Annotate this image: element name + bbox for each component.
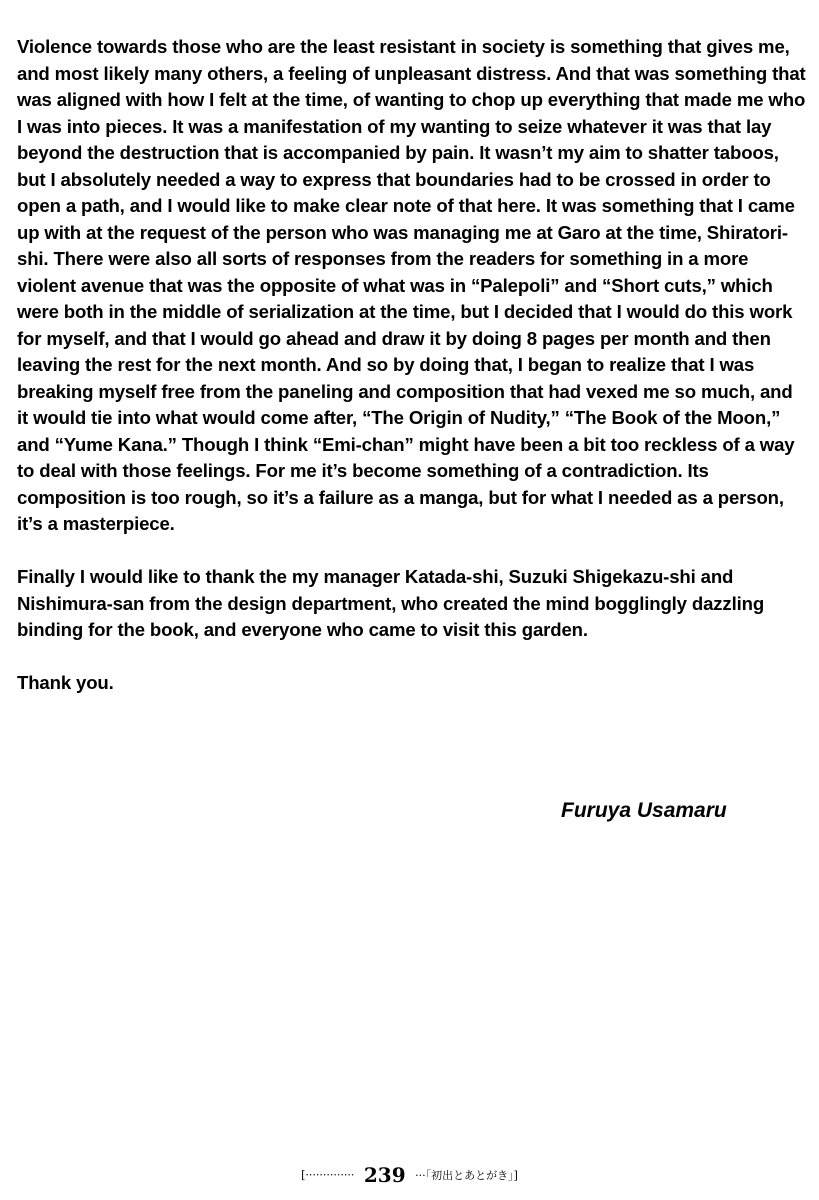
footer-left-mark: [·············· xyxy=(301,1168,355,1182)
paragraph-1: Violence towards those who are the least resistant in society is something that gives me, and most likely many others, a feeling of unpleasant distress. And that was something that was aligned with how I felt at the time, of wanting to chop up everything that made me who I was into pieces. It was a manifestation of my wanting to seize whatever it was that lay beyond the destruction that is accompanied by pain. It wasn’t my aim to shatter taboos, but I absolutely needed a way to express that boundaries had to be crossed in order to open a path, and I would like to make clear note of that here. It was something that I came up with at the request of the person who was managing me at Garo at the time, Shiratori-shi. There were also all sorts of responses from the readers for something in a more violent avenue that was the opposite of what was in “Palepoli” and “Short cuts,” which were both in the middle of serialization at the time, but I decided that I would do this work for myself, and that I would go ahead and draw it by doing 8 pages per month and then leaving the rest for the next month. And so by doing that, I began to realize that I was breaking myself free from the paneling and composition that had vexed me so much, and it would tie into what would come after, “The Origin of Nudity,” “The Book of the Moon,” and “Yume Kana.” Though I think “Emi-chan” might have been a bit too reckless of a way to deal with those feelings. For me it’s become something of a contradiction. Its composition is too rough, so it’s a failure as a manga, but for what I needed as a person, it’s a masterpiece. xyxy=(17,36,806,534)
paragraph-2: Finally I would like to thank the my manager Katada-shi, Suzuki Shigekazu-shi and Nishimura-san from the design department, who created the mind bogglingly dazzling binding for the book, and everyone who came to visit this garden. xyxy=(17,566,765,640)
author-signature: Furuya Usamaru xyxy=(561,799,727,822)
paragraph-3: Thank you. xyxy=(17,672,114,693)
afterword-body xyxy=(17,34,807,723)
page-number: 239 xyxy=(363,1163,406,1187)
page-footer xyxy=(0,1163,819,1187)
footer-section-title: ···「初出とあとがき」] xyxy=(415,1169,518,1182)
